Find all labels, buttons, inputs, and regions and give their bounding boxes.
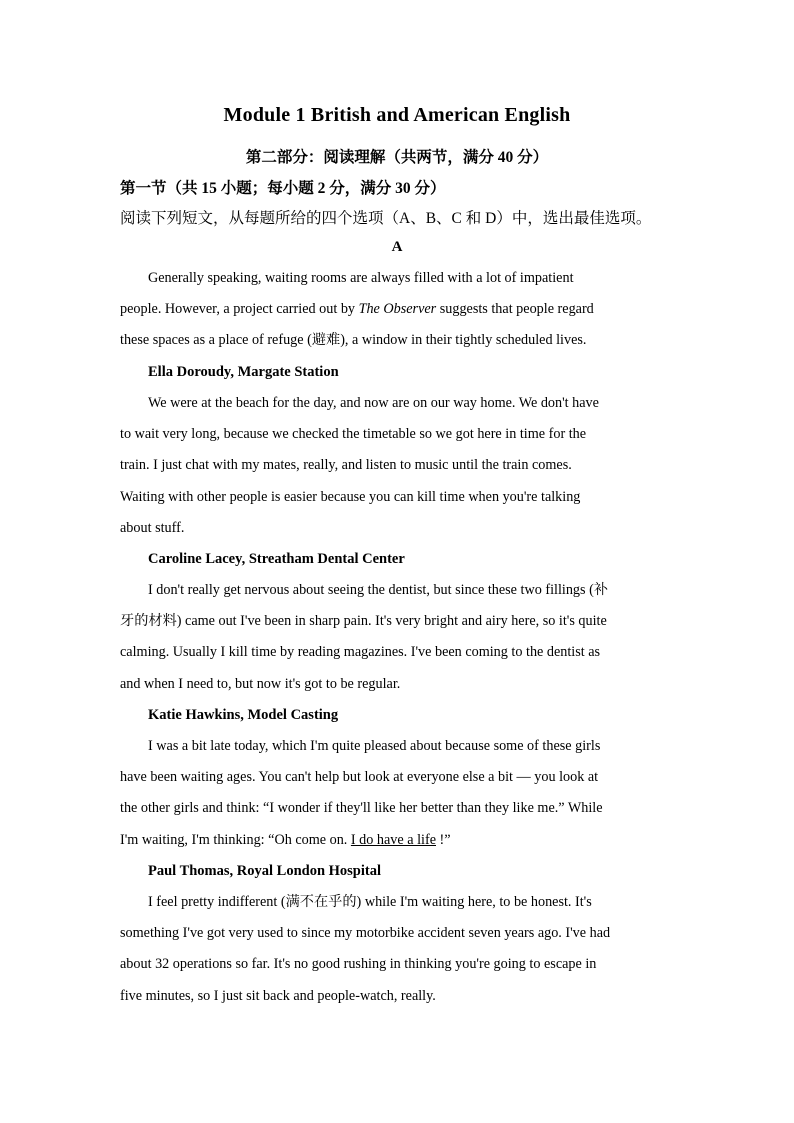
speaker-paragraph-paul [120, 887, 680, 1012]
speaker-name-paul: Paul Thomas, Royal London Hospital [148, 863, 382, 879]
paragraph-line: and when I need to, but now it's got to be regular. [120, 675, 401, 692]
speaker-name-ella: Ella Doroudy, Margate Station [148, 364, 339, 380]
section-heading: 第一节（共 15 小题；每小题 2 分，满分 30 分） [120, 180, 446, 197]
instruction-text: 阅读下列短文，从每题所给的四个选项（A、B、C 和 D）中，选出最佳选项。 [120, 210, 652, 227]
intro-line-3: these spaces as a place of refuge (避难), a window in their tightly scheduled lives. [120, 332, 587, 349]
passage-label: A [391, 239, 403, 255]
paragraph-line: I was a bit late today, which I'm quite pleased about because some of these girls [148, 738, 601, 754]
part-heading: 第二部分：阅读理解（共两节，满分 40 分） [245, 149, 549, 166]
speaker-paragraph-ella [120, 388, 680, 544]
paragraph-line: calming. Usually I kill time by reading magazines. I've been coming to the dentist as [120, 644, 601, 661]
publication-title: The Observer [358, 301, 437, 318]
paragraph-line: Waiting with other people is easier because you can kill time when you're talking [120, 488, 581, 505]
page-title: Module 1 British and American English [223, 104, 571, 126]
paragraph-line: We were at the beach for the day, and now are on our way home. We don't have [148, 395, 599, 411]
underlined-phrase: I do have a life [350, 831, 436, 848]
intro-line-2: people. However, a project carried out by The Observer suggests that people regard [120, 301, 594, 318]
paragraph-line: have been waiting ages. You can't help but look at everyone else a bit — you look at [120, 769, 599, 786]
paragraph-line: something I've got very used to since my motorbike accident seven years ago. I've had [120, 925, 611, 942]
intro-paragraph [120, 263, 680, 357]
paragraph-line: I feel pretty indifferent (满不在乎的) while I'm waiting here, to be honest. It's [148, 894, 592, 910]
intro-line-1: Generally speaking, waiting rooms are always filled with a lot of impatient [148, 270, 574, 286]
speaker-paragraph-caroline [120, 575, 680, 700]
paragraph-line: train. I just chat with my mates, really, and listen to music until the train comes. [120, 457, 572, 474]
paragraph-line: to wait very long, because we checked the timetable so we got here in time for the [120, 426, 587, 443]
paragraph-line: I don't really get nervous about seeing the dentist, but since these two fillings (补 [148, 582, 609, 598]
paragraph-line: the other girls and think: “I wonder if they'll like her better than they like me.” While [120, 800, 603, 817]
speaker-name-caroline: Caroline Lacey, Streatham Dental Center [148, 551, 405, 567]
paragraph-line: about stuff. [120, 519, 185, 536]
paragraph-line: about 32 operations so far. It's no good rushing in thinking you're going to escape in [120, 956, 597, 973]
paragraph-line: five minutes, so I just sit back and people-watch, really. [120, 987, 436, 1004]
paragraph-line: 牙的材料) came out I've been in sharp pain. It's very bright and airy here, so it's quite [120, 613, 607, 630]
speaker-paragraph-katie [120, 731, 680, 856]
speaker-name-katie: Katie Hawkins, Model Casting [148, 707, 339, 723]
paragraph-line: I'm waiting, I'm thinking: “Oh come on. I do have a life !” [120, 831, 451, 848]
